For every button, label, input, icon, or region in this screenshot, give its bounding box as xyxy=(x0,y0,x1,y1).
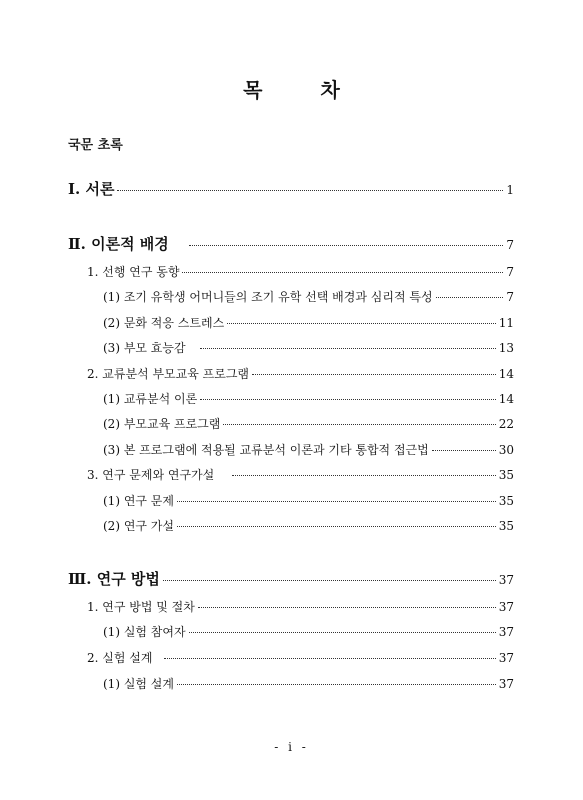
toc-page: 37 xyxy=(498,573,514,587)
toc-subsection[interactable] xyxy=(103,390,514,407)
toc-label: Ⅱ. 이론적 배경 xyxy=(68,235,169,253)
toc-section[interactable] xyxy=(87,466,514,483)
toc-subsection[interactable] xyxy=(103,441,514,458)
dot-leader xyxy=(117,190,503,191)
toc-chapter-3[interactable] xyxy=(68,568,514,589)
dot-leader xyxy=(164,658,495,659)
toc-subsection[interactable] xyxy=(103,288,514,305)
toc-chapter-2[interactable] xyxy=(68,233,514,254)
toc-page: 37 xyxy=(498,600,514,614)
toc-chapter-1[interactable] xyxy=(68,178,514,199)
dot-leader xyxy=(227,323,496,324)
dot-leader xyxy=(163,580,496,581)
dot-leader xyxy=(200,399,496,400)
toc-subsection[interactable] xyxy=(103,314,514,331)
toc-section[interactable] xyxy=(87,365,514,382)
toc-label: (2) 문화 적응 스트레스 xyxy=(103,316,225,330)
toc-subsection[interactable] xyxy=(103,623,514,640)
toc-page: 30 xyxy=(498,443,514,457)
dot-leader xyxy=(232,475,495,476)
toc-page: 37 xyxy=(498,677,514,691)
page-footer: - i - xyxy=(274,740,309,754)
toc-label: 3. 연구 문제와 연구가설 xyxy=(87,468,215,482)
toc-page: 11 xyxy=(498,316,514,330)
toc-subsection[interactable] xyxy=(103,675,514,692)
dot-leader xyxy=(189,245,504,246)
toc-section[interactable] xyxy=(87,598,514,615)
toc-page: 22 xyxy=(498,417,514,431)
toc-page: 1 xyxy=(506,183,514,197)
toc-label: (1) 교류분석 이론 xyxy=(103,392,198,406)
toc-label: (2) 부모교육 프로그램 xyxy=(103,417,221,431)
toc-subsection[interactable] xyxy=(103,492,514,509)
dot-leader xyxy=(432,450,496,451)
toc-label: Ⅰ. 서론 xyxy=(68,180,115,198)
toc-subsection[interactable] xyxy=(103,415,514,432)
dot-leader xyxy=(189,632,496,633)
dot-leader xyxy=(223,424,495,425)
toc-page: 14 xyxy=(498,392,514,406)
toc-label: 2. 실험 설계 xyxy=(87,651,153,665)
toc-page: 14 xyxy=(498,367,514,381)
dot-leader xyxy=(177,684,496,685)
toc-label: 2. 교류분석 부모교육 프로그램 xyxy=(87,367,249,381)
toc-label: (1) 연구 문제 xyxy=(103,494,174,508)
toc-label: (3) 본 프로그램에 적용될 교류분석 이론과 기타 통합적 접근법 xyxy=(103,443,429,457)
toc-label: 1. 연구 방법 및 절차 xyxy=(87,600,195,614)
toc-subsection[interactable] xyxy=(103,517,514,534)
dot-leader xyxy=(177,526,496,527)
toc-label: (1) 실험 참여자 xyxy=(103,625,186,639)
dot-leader xyxy=(182,272,503,273)
dot-leader xyxy=(200,348,496,349)
title-part-2: 차 xyxy=(320,78,340,102)
toc-label: Ⅲ. 연구 방법 xyxy=(68,570,160,588)
toc-page: 35 xyxy=(498,468,514,482)
abstract-label: 국문 초록 xyxy=(68,138,123,153)
toc-page: 7 xyxy=(506,265,514,279)
title-part-1: 목 xyxy=(243,78,263,102)
toc-label: 1. 선행 연구 동향 xyxy=(87,265,180,279)
toc-page: 37 xyxy=(498,651,514,665)
toc-page: 7 xyxy=(506,238,514,252)
dot-leader xyxy=(177,501,496,502)
dot-leader xyxy=(252,374,496,375)
toc-label: (1) 조기 유학생 어머니들의 조기 유학 선택 배경과 심리적 특성 xyxy=(103,290,433,304)
toc-page: 7 xyxy=(506,290,514,304)
toc-section[interactable] xyxy=(87,649,514,666)
toc-page: 37 xyxy=(498,625,514,639)
dot-leader xyxy=(198,607,496,608)
toc-page: 35 xyxy=(498,494,514,508)
dot-leader xyxy=(436,297,504,298)
toc-page: 13 xyxy=(498,341,514,355)
toc-subsection[interactable] xyxy=(103,339,514,356)
toc-label: (2) 연구 가설 xyxy=(103,519,174,533)
toc-label: (3) 부모 효능감 xyxy=(103,341,186,355)
toc-section[interactable] xyxy=(87,263,514,280)
toc-page: 35 xyxy=(498,519,514,533)
toc-label: (1) 실험 설계 xyxy=(103,677,174,691)
